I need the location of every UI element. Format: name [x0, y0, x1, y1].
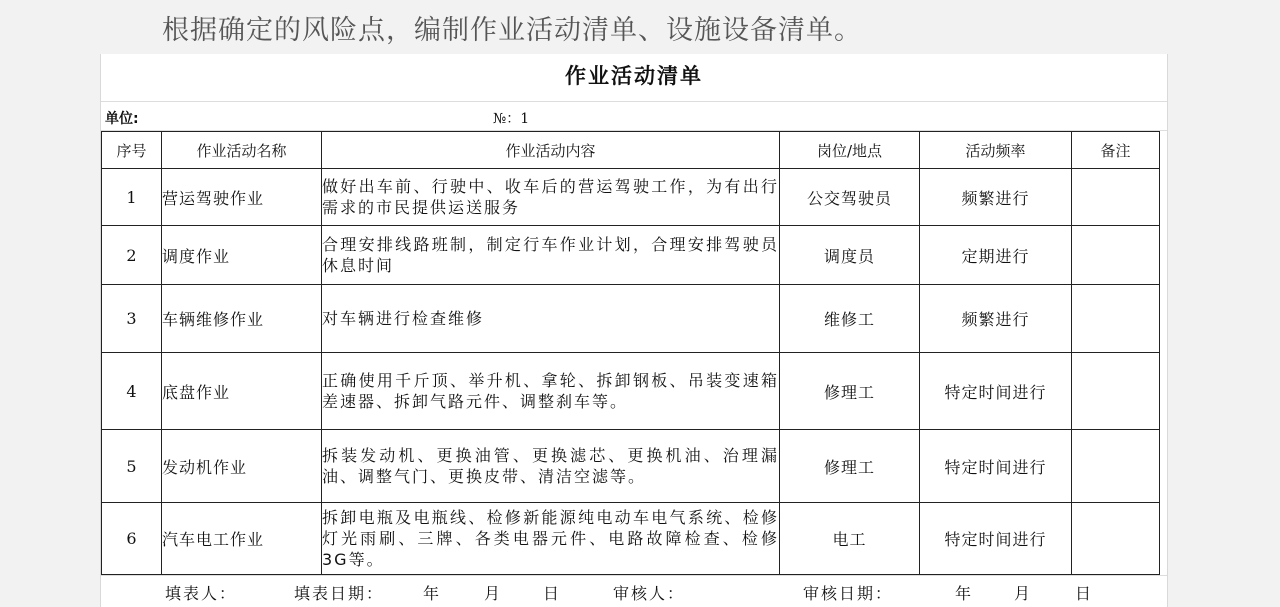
- col-header-content: 作业活动内容: [322, 132, 780, 169]
- cell-freq: 频繁进行: [920, 169, 1072, 226]
- col-header-freq: 活动频率: [920, 132, 1072, 169]
- footer-filler-label: 填表人：: [165, 584, 238, 603]
- cell-freq: 特定时间进行: [920, 353, 1072, 430]
- page-heading: 根据确定的风险点，编制作业活动清单、设施设备清单。: [162, 15, 862, 46]
- cell-post: 修理工: [780, 353, 920, 430]
- sheet-title: 作业活动清单: [565, 64, 703, 88]
- footer-year2-label: 年: [955, 584, 974, 603]
- footer-reviewer-label: 审核人：: [613, 584, 686, 603]
- cell-freq: 特定时间进行: [920, 503, 1072, 575]
- cell-post: 电工: [780, 503, 920, 575]
- col-header-seq: 序号: [102, 132, 162, 169]
- footer-month-label: 月: [484, 584, 503, 603]
- cell-content: 做好出车前、行驶中、收车后的营运驾驶工作，为有出行需求的市民提供运送服务: [322, 169, 780, 226]
- activity-table: [101, 131, 1160, 575]
- cell-content: 合理安排线路班制，制定行车作业计划，合理安排驾驶员休息时间: [322, 226, 780, 285]
- cell-note: [1072, 503, 1160, 575]
- table-row: [102, 169, 1160, 226]
- cell-seq: 5: [102, 430, 162, 503]
- cell-content: 拆装发动机、更换油管、更换滤芯、更换机油、治理漏油、调整气门、更换皮带、清洁空滤等。: [322, 430, 780, 503]
- footer-day-label: 日: [543, 584, 562, 603]
- cell-seq: 6: [102, 503, 162, 575]
- cell-name: 调度作业: [162, 226, 322, 285]
- cell-name: 发动机作业: [162, 430, 322, 503]
- unit-label: 单位:: [105, 111, 139, 127]
- table-row: [102, 430, 1160, 503]
- col-header-name: 作业活动名称: [162, 132, 322, 169]
- cell-note: [1072, 353, 1160, 430]
- cell-name: 底盘作业: [162, 353, 322, 430]
- cell-content: 正确使用千斤顶、举升机、拿轮、拆卸钢板、吊装变速箱差速器、拆卸气路元件、调整刹车等。: [322, 353, 780, 430]
- cell-seq: 4: [102, 353, 162, 430]
- table-row: [102, 353, 1160, 430]
- cell-post: 调度员: [780, 226, 920, 285]
- footer-divider: [101, 575, 1167, 576]
- footer-day2-label: 日: [1075, 584, 1094, 603]
- table-row: [102, 226, 1160, 285]
- title-divider: [101, 101, 1167, 102]
- cell-note: [1072, 226, 1160, 285]
- table-header-row: [102, 132, 1160, 169]
- cell-content: 拆卸电瓶及电瓶线、检修新能源纯电动车电气系统、检修灯光雨刷、三牌、各类电器元件、电路故障检查、检修3G等。: [322, 503, 780, 575]
- cell-content: 对车辆进行检查维修: [322, 285, 780, 353]
- cell-note: [1072, 285, 1160, 353]
- activity-sheet: [100, 54, 1168, 607]
- cell-post: 修理工: [780, 430, 920, 503]
- cell-post: 公交驾驶员: [780, 169, 920, 226]
- cell-name: 营运驾驶作业: [162, 169, 322, 226]
- footer-review-date-label: 审核日期：: [803, 584, 894, 603]
- col-header-post: 岗位/地点: [780, 132, 920, 169]
- footer-year-label: 年: [423, 584, 442, 603]
- table-row: [102, 285, 1160, 353]
- footer-month2-label: 月: [1014, 584, 1033, 603]
- col-header-note: 备注: [1072, 132, 1160, 169]
- cell-note: [1072, 430, 1160, 503]
- cell-freq: 频繁进行: [920, 285, 1072, 353]
- cell-seq: 3: [102, 285, 162, 353]
- cell-seq: 2: [102, 226, 162, 285]
- cell-name: 汽车电工作业: [162, 503, 322, 575]
- cell-freq: 定期进行: [920, 226, 1072, 285]
- cell-note: [1072, 169, 1160, 226]
- number-label: №：1: [493, 111, 530, 127]
- cell-seq: 1: [102, 169, 162, 226]
- table-row: [102, 503, 1160, 575]
- footer-fill-date-label: 填表日期：: [294, 584, 385, 603]
- cell-freq: 特定时间进行: [920, 430, 1072, 503]
- cell-post: 维修工: [780, 285, 920, 353]
- cell-name: 车辆维修作业: [162, 285, 322, 353]
